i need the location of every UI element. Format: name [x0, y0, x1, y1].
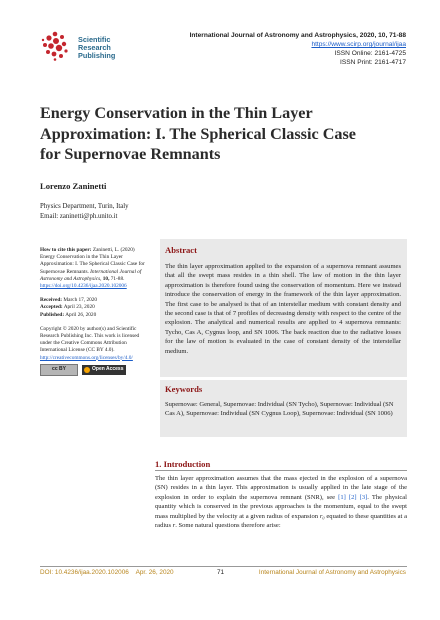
intro-text-part1: The thin layer approximation assumes that the mass ejected in the explosion of a supernova (SN) resides in a thin layer. This approximation is usually applied in the late stage of the explosion in order to explain the supernova remnant (SNR), see — [155, 475, 407, 501]
license-link[interactable]: http://creativecommons.org/licenses/by/4.0/ — [40, 354, 133, 361]
abstract-text: The thin layer approximation applied to the expansion of a supernova remnant assumes that all the swept mass resides in a thin shell. The law of motion in the thin layer approximation is therefore found using the conservation of momentum. Here we instead introduce the conservation of energy in the framework of the thin layer approximation. The first case to be analysed is that of an interstellar medium with constant density and the second case is that of 7 profiles of decreasing density with respect to the centre of the explosion. The analytical and numerical results are applied to 4 supernova remnants: Tycho, Cas A, Cygnus loop, and SN 1006. The back reaction due to the radiative losses for the law of motion is evaluated in the case of constant density of the interstellar medium. — [165, 263, 401, 355]
publisher-name-line1: Scientific — [78, 35, 111, 44]
publisher-name-line2: Research — [78, 43, 111, 53]
how-to-cite — [40, 247, 150, 290]
introduction-paragraph — [155, 474, 407, 530]
introduction-heading: 1. Introduction — [155, 459, 211, 469]
copyright-text: Copyright © 2020 by author(s) and Scientific Research Publishing Inc. This work is licensed under the Creative Commons Attribution International License (CC BY 4.0). — [40, 325, 140, 354]
cite-label: How to cite this paper: — [40, 247, 92, 253]
cite-text: Zaninetti, L. (2020) Energy Conservation in the Thin Layer Approximation: I. The Spherical Classic Case for Supernovae Remnants. — [40, 247, 145, 275]
publisher-name-line3: Publishing — [78, 51, 116, 61]
received-label: Received: — [40, 297, 63, 304]
footer-journal: International Journal of Astronomy and Astrophysics — [258, 569, 406, 576]
received-date: March 17, 2020 — [63, 297, 98, 304]
cite-journal: International Journal of Astronomy and Astrophysics, — [40, 268, 142, 282]
author-affiliation: Physics Department, Turin, Italy — [40, 203, 129, 210]
cite-pages: 71-88. — [110, 275, 125, 282]
cc-by-badge-icon[interactable]: cc BY — [40, 364, 78, 376]
issn-print: ISSN Print: 2161-4717 — [340, 59, 406, 66]
author-affiliation-block — [40, 202, 129, 222]
accepted-date: April 23, 2020 — [63, 304, 95, 311]
publisher-logo-icon — [40, 31, 70, 61]
citation-sidebar — [40, 247, 150, 376]
copyright-block — [40, 326, 150, 362]
journal-url-link[interactable]: https://www.scirp.org/journal/ijaa — [311, 41, 406, 48]
symbol-r: r — [172, 522, 176, 530]
cite-volume: 10, — [102, 275, 110, 282]
intro-text-part2: . The physical quantity which is conserved in the previous approaches is the momentum, equal to the swept mass multiplied by the velocity at a given radius of expansion — [155, 493, 407, 520]
abstract-heading: Abstract — [165, 245, 197, 255]
intro-text-part3: equated to these quantities at a radius — [155, 512, 408, 530]
keywords-heading: Keywords — [165, 384, 203, 394]
author-name: Lorenzo Zaninetti — [40, 181, 107, 191]
open-access-icon — [84, 367, 90, 373]
author-email[interactable]: Email: zaninetti@ph.unito.it — [40, 212, 118, 220]
open-access-label: Open Access — [92, 366, 124, 373]
issn-online: ISSN Online: 2161-4725 — [334, 50, 406, 57]
accepted-label: Accepted: — [40, 304, 63, 311]
footer-doi: DOI: 10.4236/ijaa.2020.102006 — [40, 569, 129, 576]
footer-doi-date — [40, 569, 174, 576]
open-access-badge[interactable] — [82, 365, 126, 375]
footer-divider — [40, 566, 407, 567]
published-label: Published: — [40, 311, 65, 318]
published-date: April 26, 2020 — [65, 311, 97, 318]
keywords-text: Supernovae: General, Supernovae: Individual (SN Tycho), Supernovae: Individual (SN Cas A), Supernovae: Individual (SN Cygnus Loop), Supernovae: Individual (SN 1006) — [165, 401, 394, 418]
journal-citation: International Journal of Astronomy and Astrophysics, 2020, 10, 71-88 — [189, 32, 406, 39]
footer-date: Apr. 26, 2020 — [135, 569, 174, 576]
introduction-divider — [155, 470, 407, 471]
intro-text-part4: . Some natural questions therefore arise: — [175, 522, 281, 530]
cite-doi-link[interactable]: https://doi.org/10.4236/ijaa.2020.102006 — [40, 283, 127, 290]
reference-links[interactable]: [1] [2] [3] — [338, 493, 368, 501]
publisher-name — [78, 36, 115, 61]
symbol-r0: r₀ — [319, 512, 325, 520]
page-number: 71 — [217, 569, 225, 576]
journal-info — [190, 31, 406, 67]
dates-block — [40, 297, 150, 319]
license-badges — [40, 364, 150, 376]
paper-title: Energy Conservation in the Thin Layer Approximation: I. The Spherical Classic Case for Supernovae Remnants — [40, 104, 356, 163]
